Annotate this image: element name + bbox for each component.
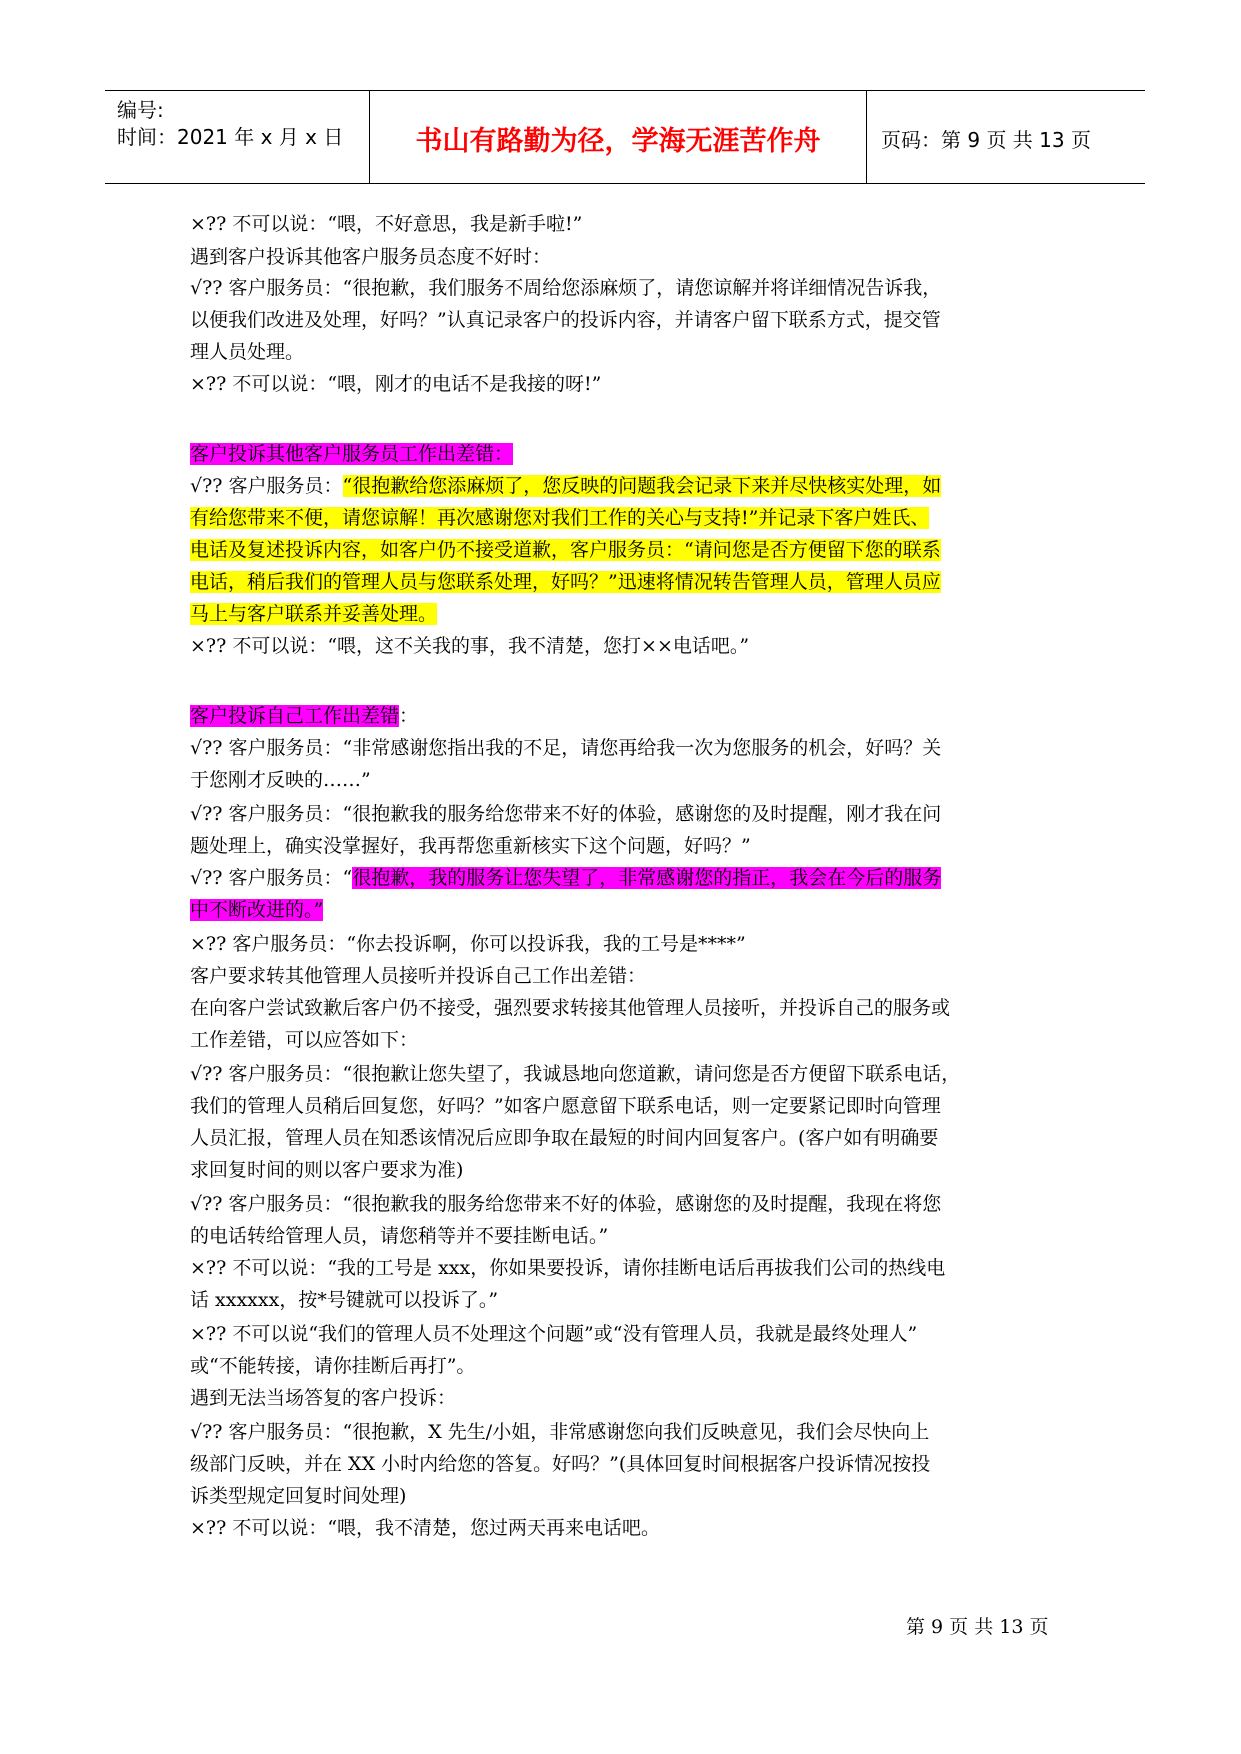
text-line bbox=[190, 1352, 475, 1380]
text-line bbox=[190, 1514, 660, 1542]
text-line bbox=[190, 896, 323, 924]
text-segment: √?? 客户服务员：“很抱歉让您失望了，我诚恳地向您道歉，请问您是否方便留下联系电话， bbox=[190, 1063, 961, 1085]
text-line bbox=[190, 568, 941, 596]
page-header bbox=[105, 90, 1145, 184]
text-line bbox=[190, 1124, 938, 1152]
text-line bbox=[190, 338, 304, 366]
text-line bbox=[190, 440, 513, 468]
text-line bbox=[190, 1060, 960, 1088]
text-segment: ×?? 不可以说：“喂，不好意思，我是新手啦!” bbox=[190, 213, 583, 235]
text-segment: 的电话转给管理人员，请您稍等并不要挂断电话。” bbox=[190, 1225, 609, 1247]
text-line bbox=[190, 1254, 945, 1282]
text-segment: 求回复时间的则以客户要求为准) bbox=[190, 1159, 464, 1181]
text-line bbox=[190, 1026, 418, 1054]
text-segment: 级部门反映，并在 XX 小时内给您的答复。好吗？”(具体回复时间根据客户投诉情况按投 bbox=[190, 1453, 931, 1475]
highlighted-text: 电话及复述投诉内容，如客户仍不接受道歉，客户服务员：“请问您是否方便留下您的联系 bbox=[190, 539, 941, 561]
highlighted-text: “很抱歉给您添麻烦了，您反映的问题我会记录下来并尽快核实处理，如 bbox=[342, 475, 942, 497]
text-segment: √?? 客户服务员：“很抱歉，X 先生/小姐，非常感谢您向我们反映意见，我们会尽快向上 bbox=[190, 1421, 930, 1443]
text-line bbox=[190, 274, 941, 302]
text-segment: √?? 客户服务员：“很抱歉我的服务给您带来不好的体验，感谢您的及时提醒，刚才我在问 bbox=[190, 803, 942, 825]
highlighted-text: 客户投诉其他客户服务员工作出差错： bbox=[190, 443, 514, 465]
text-segment: ×?? 不可以说“我们的管理人员不处理这个问题”或“没有管理人员，我就是最终处理人” bbox=[190, 1323, 918, 1345]
header-page-label: 页码：第 9 页 共 13 页 bbox=[881, 128, 1091, 152]
text-line bbox=[190, 702, 418, 730]
text-line bbox=[190, 1222, 608, 1250]
text-line bbox=[190, 210, 582, 238]
highlighted-text: 中不断改进的。” bbox=[190, 899, 324, 921]
text-line bbox=[190, 370, 601, 398]
text-line bbox=[190, 243, 551, 271]
header-motto: 书山有路勤为径，学海无涯苦作舟 bbox=[415, 126, 821, 157]
text-line bbox=[190, 1092, 941, 1120]
text-segment: 于您刚才反映的……” bbox=[190, 769, 371, 791]
text-line bbox=[190, 632, 749, 660]
text-segment: 以便我们改进及处理，好吗？”认真记录客户的投诉内容，并请客户留下联系方式，提交管 bbox=[190, 309, 941, 331]
text-line bbox=[190, 864, 941, 892]
text-segment: √?? 客户服务员：“ bbox=[190, 867, 353, 889]
text-segment: 遇到无法当场答复的客户投诉： bbox=[190, 1387, 457, 1409]
text-line bbox=[190, 1286, 498, 1314]
text-segment: √?? 客户服务员：“很抱歉，我们服务不周给您添麻烦了，请您谅解并将详细情况告诉我， bbox=[190, 277, 942, 299]
text-line bbox=[190, 734, 941, 762]
highlighted-text: 有给您带来不便，请您谅解！再次感谢您对我们工作的关心与支持!”并记录下客户姓氏、 bbox=[190, 507, 930, 529]
text-line bbox=[190, 930, 746, 958]
text-line bbox=[190, 306, 941, 334]
text-segment: √?? 客户服务员： bbox=[190, 475, 343, 497]
highlighted-text: 马上与客户联系并妥善处理。 bbox=[190, 603, 438, 625]
text-line bbox=[190, 536, 941, 564]
text-segment: 理人员处理。 bbox=[190, 341, 305, 363]
header-middle-cell bbox=[370, 91, 867, 183]
text-line bbox=[190, 600, 437, 628]
document-number-label: 编号: bbox=[117, 98, 164, 122]
text-segment: ×?? 客户服务员：“你去投诉啊，你可以投诉我，我的工号是****” bbox=[190, 933, 746, 955]
text-line bbox=[190, 504, 929, 532]
text-line bbox=[190, 472, 941, 500]
text-segment: 题处理上，确实没掌握好，我再帮您重新核实下这个问题，好吗？” bbox=[190, 835, 751, 857]
page-footer: 第 9 页 共 13 页 bbox=[906, 1616, 1049, 1638]
text-segment: ×?? 不可以说：“喂，刚才的电话不是我接的呀!” bbox=[190, 373, 602, 395]
text-segment: 在向客户尝试致歉后客户仍不接受，强烈要求转接其他管理人员接听，并投诉自己的服务或 bbox=[190, 997, 951, 1019]
text-segment: 客户要求转其他管理人员接听并投诉自己工作出差错： bbox=[190, 965, 647, 987]
text-line bbox=[190, 1384, 456, 1412]
text-segment: 工作差错，可以应答如下： bbox=[190, 1029, 419, 1051]
text-segment: 话 xxxxxx，按*号键就可以投诉了。” bbox=[190, 1289, 499, 1311]
text-line bbox=[190, 962, 646, 990]
text-line bbox=[190, 832, 751, 860]
text-segment: 我们的管理人员稍后回复您，好吗？”如客户愿意留下联系电话，则一定要紧记即时向管理 bbox=[190, 1095, 941, 1117]
text-line bbox=[190, 994, 950, 1022]
text-segment: √?? 客户服务员：“非常感谢您指出我的不足，请您再给我一次为您服务的机会，好吗？关 bbox=[190, 737, 942, 759]
document-time-label: 时间：2021 年 x 月 x 日 bbox=[117, 125, 344, 149]
text-segment: ： bbox=[399, 705, 419, 727]
header-right-cell bbox=[867, 91, 1145, 183]
text-line bbox=[190, 1156, 463, 1184]
text-line bbox=[190, 1320, 917, 1348]
text-line bbox=[190, 1482, 406, 1510]
text-segment: ×?? 不可以说：“喂，我不清楚，您过两天再来电话吧。 bbox=[190, 1517, 661, 1539]
text-segment: 人员汇报，管理人员在知悉该情况后应即争取在最短的时间内回复客户。(客户如有明确要 bbox=[190, 1127, 939, 1149]
header-left-cell bbox=[105, 91, 370, 183]
text-segment: 诉类型规定回复时间处理) bbox=[190, 1485, 407, 1507]
text-line bbox=[190, 800, 941, 828]
text-line bbox=[190, 1450, 930, 1478]
text-segment: ×?? 不可以说：“我的工号是 xxx，你如果要投诉，请你挂断电话后再拔我们公司的热线电 bbox=[190, 1257, 946, 1279]
highlighted-text: 很抱歉，我的服务让您失望了，非常感谢您的指正，我会在今后的服务 bbox=[352, 867, 942, 889]
text-segment: ×?? 不可以说：“喂，这不关我的事，我不清楚，您打××电话吧。” bbox=[190, 635, 750, 657]
text-line bbox=[190, 766, 371, 794]
text-segment: 或“不能转接，请你挂断后再打”。 bbox=[190, 1355, 476, 1377]
text-line bbox=[190, 1190, 941, 1218]
highlighted-text: 客户投诉自己工作出差错 bbox=[190, 705, 400, 727]
text-line bbox=[190, 1418, 929, 1446]
highlighted-text: 电话，稍后我们的管理人员与您联系处理，好吗？”迅速将情况转告管理人员，管理人员应 bbox=[190, 571, 941, 593]
text-segment: √?? 客户服务员：“很抱歉我的服务给您带来不好的体验，感谢您的及时提醒，我现在将您 bbox=[190, 1193, 942, 1215]
text-segment: 遇到客户投诉其他客户服务员态度不好时： bbox=[190, 246, 552, 268]
